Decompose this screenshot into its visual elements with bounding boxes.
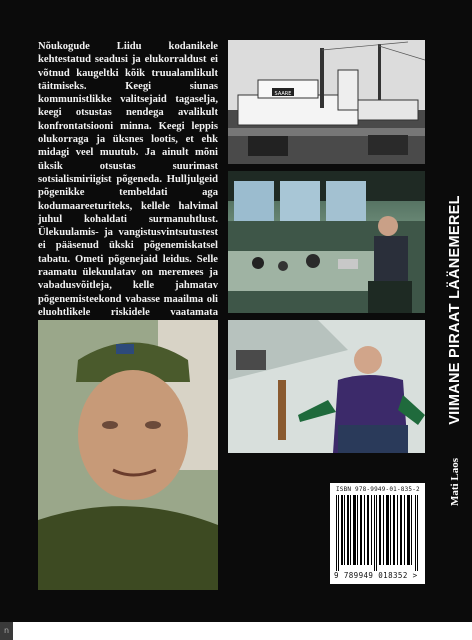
ship-bridge-photo [228, 171, 425, 313]
ean-digits: 9 789949 018352 > [334, 571, 418, 580]
spine-author [440, 452, 470, 512]
boat-illustration [228, 320, 425, 453]
barcode-bars [336, 495, 419, 571]
edge-tab: n [0, 622, 13, 640]
ship-photo [228, 40, 425, 164]
book-title: VIIMANE PIRAAT LÄÄNEMEREL [447, 195, 463, 425]
author-name: Mati Laos [449, 458, 461, 506]
ship-name-label: SAARE [274, 91, 292, 97]
ship-illustration [228, 40, 425, 164]
spine-title [440, 175, 470, 445]
bridge-illustration [228, 171, 425, 313]
isbn-barcode [330, 483, 425, 584]
portrait-photo [38, 320, 218, 590]
portrait-illustration [38, 320, 218, 590]
boat-photo [228, 320, 425, 453]
isbn-label: ISBN 978-9949-01-835-2 [336, 486, 420, 493]
blurb-text: Nõukogude Liidu kodanikele kehtestatud seadusi ja elukorraldust ei võtnud kaugeltki kõik truualamlikult täitmiseks. Keegi siunas kommunistlikke valitsejaid tagaselja, keegi otsustas nendega avalikult konfrontatsiooni minna. Keegi leppis olukorraga ja üksnes lootis, et ehk midagi veel muutub. Ja ainult mõni üksik otsustas suurimast sotsialismiriigist põgeneda. Hulljulgeid põgenikke tembeldati aga kodumaareeturiteks, kellele halvimal juhul kohaldati surmanuhtlust. Ülekuulamis- ja vangistusvintsutustest ei pääsenud ükski põgenemiskatsel tabatu. Ometi põgenejaid leidus. Selle raamatu ülekuulatav on meremees ja vabadusvõitleja, kelle jahmatav põgenemisteekond vabasse maailma oli eluohtlikele riskidele vaatamata [38, 41, 218, 318]
